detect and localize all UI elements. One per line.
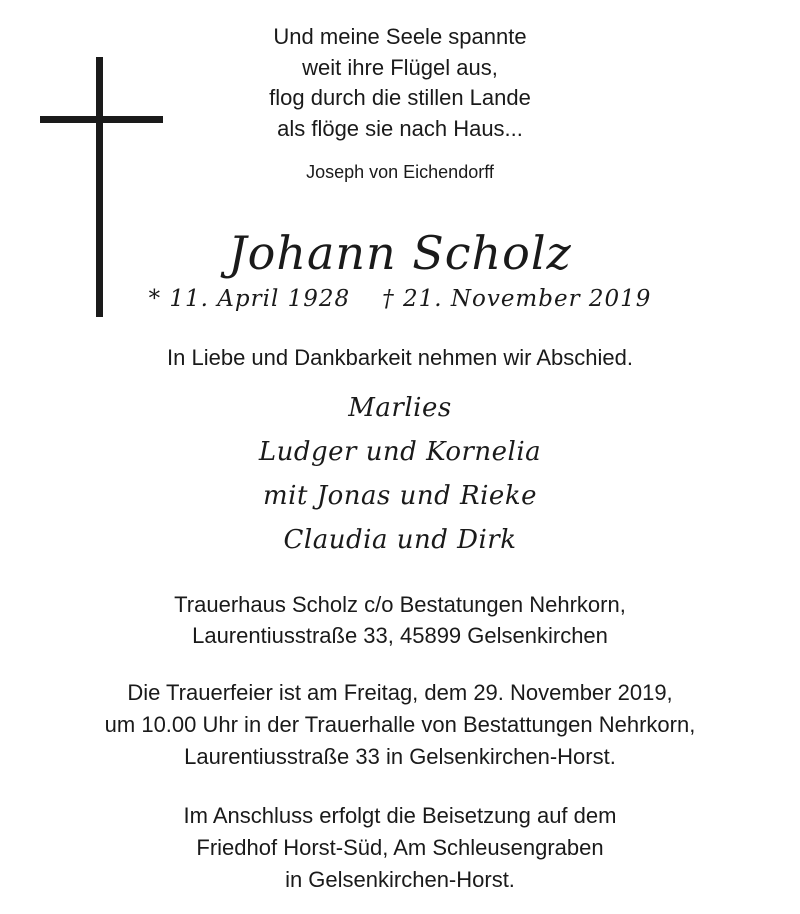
family-list (0, 386, 800, 562)
address-line: Trauerhaus Scholz c/o Bestatungen Nehrkorn, (174, 592, 626, 617)
deceased-name: Johann Scholz (228, 226, 572, 280)
burial-info (0, 800, 800, 896)
family-member: Claudia und Dirk (283, 525, 517, 555)
poem-line: als flöge sie nach Haus... (277, 115, 523, 141)
funeral-service-info (0, 677, 800, 773)
family-member: Ludger und Kornelia (258, 437, 542, 467)
poem-author: Joseph von Eichendorff (306, 162, 494, 182)
poem-line: Und meine Seele spannte (273, 24, 527, 49)
address-line: Laurentiusstraße 33, 45899 Gelsenkirchen (192, 623, 608, 648)
poem-line: weit ihre Flügel aus, (302, 54, 498, 80)
family-member: Marlies (348, 393, 452, 423)
life-dates (60, 282, 740, 316)
burial-line: Friedhof Horst-Süd, Am Schleusengraben (196, 835, 604, 860)
burial-line: Im Anschluss erfolgt die Beisetzung auf dem (183, 803, 617, 828)
birth-date: * 11. April 1928 (148, 286, 351, 312)
family-member: mit Jonas und Rieke (263, 481, 537, 511)
service-line: Die Trauerfeier ist am Freitag, dem 29. November 2019, (127, 680, 673, 705)
service-line: Laurentiusstraße 33 in Gelsenkirchen-Horst. (184, 744, 616, 769)
farewell-text: In Liebe und Dankbarkeit nehmen wir Abschied. (167, 345, 633, 370)
mourning-address (0, 589, 800, 651)
poem (0, 22, 800, 144)
poem-line: flog durch die stillen Lande (269, 85, 531, 110)
burial-line: in Gelsenkirchen-Horst. (285, 867, 515, 892)
death-date: † 21. November 2019 (382, 286, 652, 312)
service-line: um 10.00 Uhr in der Trauerhalle von Bestattungen Nehrkorn, (104, 712, 696, 737)
